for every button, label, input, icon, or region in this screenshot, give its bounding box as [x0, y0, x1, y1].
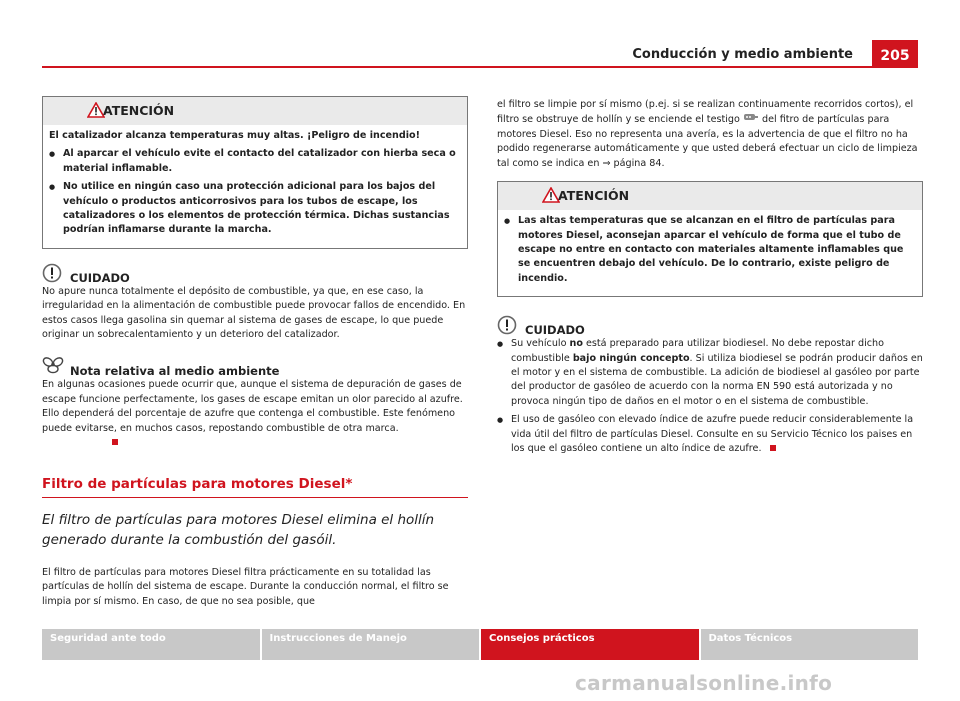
footer-tab-consejos[interactable]: Consejos prácticos — [481, 629, 699, 660]
section-subtitle: El filtro de partículas para motores Diesel elimina el hollín generado durante la combustión del gasóil. — [42, 511, 435, 548]
footer-nav — [42, 629, 918, 660]
warning-lead: El catalizador alcanza temperaturas muy altas. ¡Peligro de incendio! — [49, 130, 420, 141]
leaf-environment-icon — [42, 356, 64, 381]
env-note-text: En algunas ocasiones puede ocurrir que, aunque el sistema de depuración de gases de escape funcione perfectamente, los gases de escape emitan un olor parecido al azufre. Ello dependerá del porcentaje de azufre que contenga el combustible. Este fenómeno puede evitarse, en muchos casos, repostando combustible de otra marca. — [42, 378, 468, 450]
env-note-title: Nota relativa al medio ambiente — [70, 364, 280, 379]
end-of-section-marker — [770, 445, 776, 451]
caution-bullet: ● Su vehículo no está preparado para utilizar biodiesel. No debe repostar dicho combustible bajo ningún concepto. Si utiliza biodiesel se podrán producir daños en el motor y en el sistema de combustible. La adición de biodiesel al gasóleo por parte del productor de gasóleo de acuerdo con la norma EN 590 está autorizada y no provoca ningún tipo de daños en el motor o en el sistema de combustible. — [497, 337, 923, 409]
warning-bullet: ● Al aparcar el vehículo evite el contacto del catalizador con hierba seca o material inflamable. — [49, 147, 461, 176]
watermark: carmanualsonline.info — [575, 671, 833, 695]
caution-icon — [497, 315, 517, 340]
page-number: 205 — [872, 40, 918, 68]
caution-icon — [42, 263, 62, 288]
caution-header — [497, 315, 923, 337]
end-of-section-marker — [112, 439, 118, 445]
env-note-header — [42, 356, 468, 378]
warning-bullet: ● No utilice en ningún caso una protección adicional para los bajos del vehículo o productos anticorrosivos para los tubos de escape, los catalizadores o los elementos de protección térmica. Dichas sustancias podrían inflamarse durante la marcha. — [49, 180, 461, 238]
caution-text: No apure nunca totalmente el depósito de combustible, ya que, en ese caso, la irregularidad en la alimentación de combustible puede provocar fallos de encendido. En estos casos llega gasolina sin quemar al sistema de gases de escape, lo que puede originar un sobrecalentamiento y un deterioro del catalizador. — [42, 285, 466, 341]
left-column — [42, 96, 468, 617]
right-column — [497, 98, 923, 465]
particle-filter-warning-icon — [743, 112, 759, 126]
caution-title: CUIDADO — [525, 323, 585, 338]
warning-title: ATENCIÓN — [558, 188, 630, 204]
warning-header — [43, 97, 467, 125]
caution-bullet: ● El uso de gasóleo con elevado índice de azufre puede reducir considerablemente la vida útil del filtro de partículas Diesel. Consulte en su Servicio Técnico los paises en los que el gasóleo contiene un alto índice de azufre. — [497, 413, 923, 456]
warning-triangle-icon — [542, 187, 560, 208]
caution-header — [42, 263, 468, 285]
warning-header — [498, 182, 922, 210]
warning-triangle-icon — [87, 102, 105, 123]
caution-title: CUIDADO — [70, 270, 130, 285]
warning-box — [497, 181, 923, 297]
footer-tab-instrucciones[interactable]: Instrucciones de Manejo — [262, 629, 480, 660]
header-divider — [42, 66, 872, 68]
warning-bullet: ● Las altas temperaturas que se alcanzan en el filtro de partículas para motores Diesel, aconsejan aparcar el vehículo de forma que el tubo de escape no entre en contacto con materiales altamente inflamables que se encuentren debajo del vehículo. De lo contrario, existe peligro de incendio. — [504, 214, 916, 286]
warning-box — [42, 96, 468, 249]
footer-tab-datos[interactable]: Datos Técnicos — [701, 629, 919, 660]
page-header-title: Conducción y medio ambiente — [632, 47, 853, 62]
warning-title: ATENCIÓN — [103, 103, 175, 118]
footer-tab-seguridad[interactable]: Seguridad ante todo — [42, 629, 260, 660]
section-text: El filtro de partículas para motores Diesel filtra prácticamente en su totalidad las partículas de hollín del sistema de escape. Durante la conducción normal, el filtro se limpia por sí mismo. En caso, de que no sea posible, que — [42, 566, 449, 607]
continuation-text: el filtro se limpie por sí mismo (p.ej. si se realizan continuamente recorridos cortos), el filtro se obstruye de hollín y se enciende el testigo del fitro de partículas para motores Diesel. Eso no representa una avería, es la advertencia de que el filtro no ha podido regenerarse automáticamente y que usted deberá efectuar un ciclo de limpieza tal como se indica en ⇒ página 84. — [497, 99, 918, 169]
section-title: Filtro de partículas para motores Diesel* — [42, 477, 468, 498]
